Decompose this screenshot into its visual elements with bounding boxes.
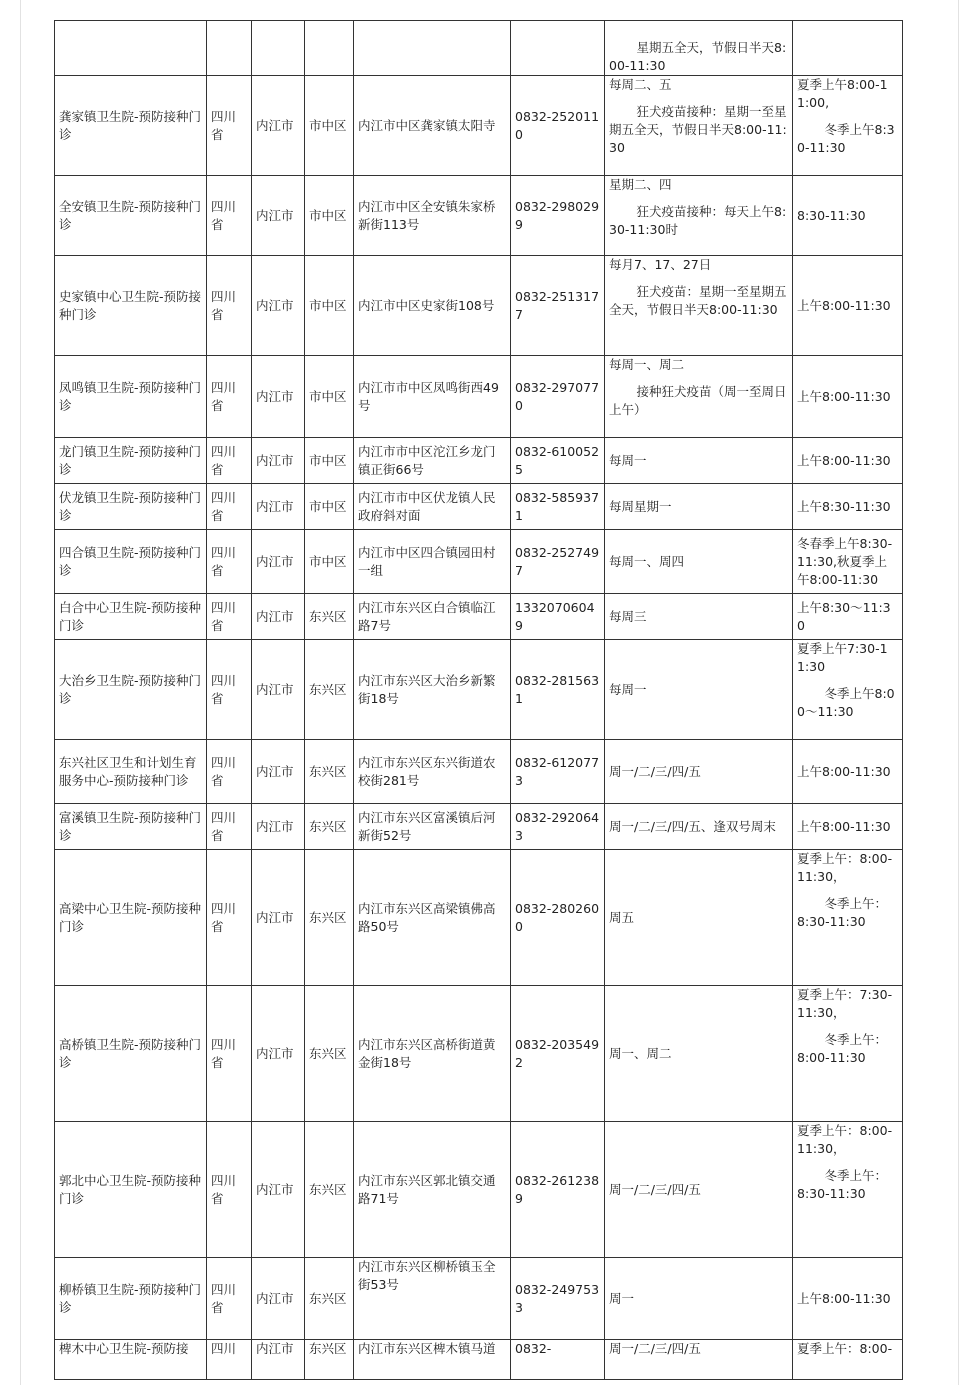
- hours-text: 夏季上午：8:00-11:30，: [797, 851, 893, 884]
- phone-cell: 0832-2513177: [511, 256, 605, 356]
- service-hours-cell: [793, 850, 903, 986]
- district-cell: 东兴区: [305, 594, 354, 640]
- city-cell: 内江市: [252, 356, 305, 438]
- district-cell: 东兴区: [305, 986, 354, 1122]
- service-hours-cell: [793, 256, 903, 356]
- rabies-vaccine-note: 狂犬疫苗：星期一至星期五全天，节假日半天8:00-11:30: [609, 284, 787, 317]
- clinic-name-cell: 凤鸣镇卫生院-预防接种门诊: [55, 356, 207, 438]
- clinic-name-cell: 史家镇中心卫生院-预防接种门诊: [55, 256, 207, 356]
- service-hours-cell: [793, 176, 903, 256]
- service-hours-cell: [793, 594, 903, 640]
- phone-cell: 13320706049: [511, 594, 605, 640]
- winter-hours-text: 冬季上午：8:30-11:30: [797, 896, 888, 929]
- hours-text: 夏季上午7:30-11:30: [797, 641, 888, 674]
- phone-cell: 0832-2802600: [511, 850, 605, 986]
- address-cell: 内江市中区龚家镇太阳寺: [354, 76, 511, 176]
- service-days-cell: [605, 804, 793, 850]
- service-days-cell: [605, 356, 793, 438]
- phone-cell: 0832-5859371: [511, 484, 605, 530]
- page-edge-left: [20, 0, 21, 1385]
- service-hours-cell: [793, 76, 903, 176]
- clinic-name-cell: [55, 21, 207, 76]
- table-row: [55, 804, 903, 850]
- service-hours-cell: [793, 356, 903, 438]
- service-days-text: 周一、周二: [609, 1045, 672, 1061]
- hours-text: 上午8:30-11:30: [797, 498, 891, 514]
- address-cell: 内江市东兴区白合镇临江路7号: [354, 594, 511, 640]
- table-row: [55, 356, 903, 438]
- address-cell: 内江市东兴区柳桥镇玉全街53号: [354, 1258, 511, 1340]
- vaccination-clinic-table: [54, 20, 903, 1380]
- rabies-vaccine-note: 狂犬疫苗接种：星期一至星期五全天，节假日半天8:00-11:30: [609, 104, 787, 155]
- province-cell: 四川省: [207, 986, 252, 1122]
- hours-text: 上午8:00-11:30: [797, 388, 891, 404]
- rabies-vaccine-note: 星期五全天，节假日半天8:00-11:30: [609, 40, 787, 73]
- district-cell: 东兴区: [305, 1340, 354, 1380]
- district-cell: 市中区: [305, 256, 354, 356]
- clinic-name-cell: 伏龙镇卫生院-预防接种门诊: [55, 484, 207, 530]
- winter-hours-text: 冬季上午：8:00-11:30: [797, 1032, 888, 1065]
- district-cell: 东兴区: [305, 850, 354, 986]
- phone-cell: 0832-2815631: [511, 640, 605, 740]
- clinic-name-cell: 龙门镇卫生院-预防接种门诊: [55, 438, 207, 484]
- clinic-name-cell: 柳桥镇卫生院-预防接种门诊: [55, 1258, 207, 1340]
- table-row: [55, 850, 903, 986]
- district-cell: 市中区: [305, 356, 354, 438]
- hours-text: 夏季上午8:00-11:00,: [797, 77, 888, 110]
- phone-cell: 0832-6100525: [511, 438, 605, 484]
- clinic-name-cell: 富溪镇卫生院-预防接种门诊: [55, 804, 207, 850]
- service-days-text: 每周三: [609, 608, 647, 624]
- service-hours-cell: [793, 804, 903, 850]
- service-days-cell: [605, 1258, 793, 1340]
- clinic-name-cell: 椑木中心卫生院-预防接: [55, 1340, 207, 1380]
- service-days-cell: [605, 850, 793, 986]
- city-cell: 内江市: [252, 850, 305, 986]
- address-cell: [354, 21, 511, 76]
- service-days-cell: [605, 21, 793, 76]
- address-cell: 内江市市中区伏龙镇人民政府斜对面: [354, 484, 511, 530]
- service-days-text: 每周一: [609, 681, 647, 697]
- clinic-name-cell: 四合镇卫生院-预防接种门诊: [55, 530, 207, 594]
- service-days-cell: [605, 594, 793, 640]
- service-days-text: 每周二、五: [609, 77, 672, 92]
- province-cell: 四川省: [207, 640, 252, 740]
- table-row: [55, 176, 903, 256]
- province-cell: 四川省: [207, 256, 252, 356]
- service-hours-cell: [793, 640, 903, 740]
- address-cell: 内江市东兴区大治乡新繁街18号: [354, 640, 511, 740]
- service-days-cell: [605, 640, 793, 740]
- address-cell: 内江市市中区凤鸣街西49号: [354, 356, 511, 438]
- service-days-text: 每周星期一: [609, 498, 672, 514]
- hours-text: 上午8:30～11:30: [797, 599, 891, 633]
- table-row: [55, 986, 903, 1122]
- hours-text: 上午8:00-11:30: [797, 1290, 891, 1306]
- hours-text: 8:30-11:30: [797, 207, 866, 223]
- province-cell: 四川省: [207, 1258, 252, 1340]
- table-row: [55, 1258, 903, 1340]
- service-days-text: 周一: [609, 1290, 635, 1306]
- service-days-text: 每周一、周四: [609, 553, 685, 569]
- district-cell: 市中区: [305, 438, 354, 484]
- clinic-name-cell: 郭北中心卫生院-预防接种门诊: [55, 1122, 207, 1258]
- service-days-cell: [605, 484, 793, 530]
- province-cell: 四川省: [207, 438, 252, 484]
- address-cell: 内江市东兴区高桥街道黄金街18号: [354, 986, 511, 1122]
- city-cell: [252, 21, 305, 76]
- clinic-name-cell: 大治乡卫生院-预防接种门诊: [55, 640, 207, 740]
- city-cell: 内江市: [252, 640, 305, 740]
- address-cell: 内江市东兴区富溪镇后河新街52号: [354, 804, 511, 850]
- hours-text: 夏季上午：7:30-11:30，: [797, 987, 893, 1020]
- service-days-cell: [605, 438, 793, 484]
- address-cell: 内江市市中区沱江乡龙门镇正街66号: [354, 438, 511, 484]
- province-cell: 四川省: [207, 76, 252, 176]
- district-cell: 东兴区: [305, 804, 354, 850]
- province-cell: 四川省: [207, 850, 252, 986]
- province-cell: 四川省: [207, 530, 252, 594]
- province-cell: 四川省: [207, 1122, 252, 1258]
- city-cell: 内江市: [252, 530, 305, 594]
- table-row: [55, 1340, 903, 1380]
- service-days-cell: [605, 176, 793, 256]
- service-days-text: 每月7、17、27日: [609, 257, 712, 272]
- rabies-vaccine-note: 接种狂犬疫苗（周一至周日上午）: [609, 384, 787, 417]
- table-row: [55, 256, 903, 356]
- clinic-name-cell: 高桥镇卫生院-预防接种门诊: [55, 986, 207, 1122]
- phone-cell: [511, 21, 605, 76]
- phone-cell: 0832-2497533: [511, 1258, 605, 1340]
- table-row: [55, 1122, 903, 1258]
- service-hours-cell: [793, 1340, 903, 1380]
- service-days-cell: [605, 76, 793, 176]
- service-days-cell: [605, 1122, 793, 1258]
- phone-cell: 0832-: [511, 1340, 605, 1380]
- district-cell: 东兴区: [305, 640, 354, 740]
- service-days-text: 周一/二/三/四/五、逢双号周末: [609, 818, 776, 834]
- clinic-name-cell: 白合中心卫生院-预防接种门诊: [55, 594, 207, 640]
- clinic-name-cell: 全安镇卫生院-预防接种门诊: [55, 176, 207, 256]
- province-cell: 四川省: [207, 356, 252, 438]
- service-hours-cell: [793, 740, 903, 804]
- hours-text: 冬春季上午8:30-11:30,秋夏季上午8:00-11:30: [797, 535, 893, 587]
- hours-text: 上午8:00-11:30: [797, 452, 891, 468]
- service-days-cell: [605, 256, 793, 356]
- page-edge-right: [958, 0, 959, 1385]
- hours-text: 夏季上午：8:00-11:30，: [797, 1123, 893, 1156]
- phone-cell: 0832-2612389: [511, 1122, 605, 1258]
- table-row: [55, 530, 903, 594]
- city-cell: 内江市: [252, 804, 305, 850]
- city-cell: 内江市: [252, 740, 305, 804]
- table-row: [55, 76, 903, 176]
- address-cell: 内江市东兴区椑木镇马道: [354, 1340, 511, 1380]
- city-cell: 内江市: [252, 256, 305, 356]
- table-row: [55, 21, 903, 76]
- hours-text: 夏季上午：8:00-: [797, 1341, 893, 1356]
- province-cell: 四川省: [207, 484, 252, 530]
- service-days-text: 周一/二/三/四/五: [609, 763, 701, 779]
- service-hours-cell: [793, 438, 903, 484]
- phone-cell: 0832-2520110: [511, 76, 605, 176]
- address-cell: 内江市东兴区郭北镇交通路71号: [354, 1122, 511, 1258]
- table-body: [55, 21, 903, 1380]
- province-cell: 四川省: [207, 804, 252, 850]
- hours-text: 上午8:00-11:30: [797, 763, 891, 779]
- city-cell: 内江市: [252, 1122, 305, 1258]
- city-cell: 内江市: [252, 594, 305, 640]
- table-row: [55, 438, 903, 484]
- province-cell: 四川省: [207, 740, 252, 804]
- clinic-name-cell: 高梁中心卫生院-预防接种门诊: [55, 850, 207, 986]
- winter-hours-text: 冬季上午8:00～11:30: [797, 686, 895, 719]
- province-cell: 四川: [207, 1340, 252, 1380]
- address-cell: 内江市中区四合镇园田村一组: [354, 530, 511, 594]
- table-row: [55, 484, 903, 530]
- winter-hours-text: 冬季上午8:30-11:30: [797, 122, 895, 155]
- service-days-text: 每周一、周二: [609, 357, 685, 372]
- winter-hours-text: 冬季上午：8:30-11:30: [797, 1168, 888, 1201]
- clinic-name-cell: 龚家镇卫生院-预防接种门诊: [55, 76, 207, 176]
- service-days-cell: [605, 530, 793, 594]
- service-days-text: 每周一: [609, 452, 647, 468]
- phone-cell: 0832-2920643: [511, 804, 605, 850]
- phone-cell: 0832-6120773: [511, 740, 605, 804]
- district-cell: [305, 21, 354, 76]
- district-cell: 市中区: [305, 484, 354, 530]
- phone-cell: 0832-2527497: [511, 530, 605, 594]
- province-cell: 四川省: [207, 594, 252, 640]
- service-hours-cell: [793, 21, 903, 76]
- district-cell: 东兴区: [305, 740, 354, 804]
- service-hours-cell: [793, 484, 903, 530]
- city-cell: 内江市: [252, 1258, 305, 1340]
- service-days-cell: [605, 986, 793, 1122]
- hours-text: 上午8:00-11:30: [797, 818, 891, 834]
- city-cell: 内江市: [252, 1340, 305, 1380]
- address-cell: 内江市东兴区东兴街道农校街281号: [354, 740, 511, 804]
- address-cell: 内江市东兴区高梁镇佛高路50号: [354, 850, 511, 986]
- district-cell: 市中区: [305, 176, 354, 256]
- district-cell: 东兴区: [305, 1258, 354, 1340]
- address-cell: 内江市中区史家街108号: [354, 256, 511, 356]
- service-hours-cell: [793, 1122, 903, 1258]
- city-cell: 内江市: [252, 438, 305, 484]
- table-row: [55, 594, 903, 640]
- city-cell: 内江市: [252, 176, 305, 256]
- province-cell: 四川省: [207, 176, 252, 256]
- service-hours-cell: [793, 530, 903, 594]
- address-cell: 内江市中区全安镇朱家桥新街113号: [354, 176, 511, 256]
- city-cell: 内江市: [252, 484, 305, 530]
- service-hours-cell: [793, 986, 903, 1122]
- service-days-text: 周五: [609, 909, 635, 925]
- clinic-name-cell: 东兴社区卫生和计划生育服务中心-预防接种门诊: [55, 740, 207, 804]
- service-days-text: 周一/二/三/四/五: [609, 1341, 701, 1356]
- phone-cell: 0832-2980299: [511, 176, 605, 256]
- phone-cell: 0832-2035492: [511, 986, 605, 1122]
- service-days-cell: [605, 740, 793, 804]
- district-cell: 市中区: [305, 76, 354, 176]
- district-cell: 市中区: [305, 530, 354, 594]
- table-row: [55, 640, 903, 740]
- province-cell: [207, 21, 252, 76]
- district-cell: 东兴区: [305, 1122, 354, 1258]
- phone-cell: 0832-2970770: [511, 356, 605, 438]
- hours-text: 上午8:00-11:30: [797, 297, 891, 313]
- service-hours-cell: [793, 1258, 903, 1340]
- city-cell: 内江市: [252, 76, 305, 176]
- city-cell: 内江市: [252, 986, 305, 1122]
- service-days-text: 周一/二/三/四/五: [609, 1181, 701, 1197]
- service-days-cell: [605, 1340, 793, 1380]
- service-days-text: 星期二、四: [609, 177, 672, 192]
- table-row: [55, 740, 903, 804]
- rabies-vaccine-note: 狂犬疫苗接种：每天上午8:30-11:30时: [609, 204, 787, 237]
